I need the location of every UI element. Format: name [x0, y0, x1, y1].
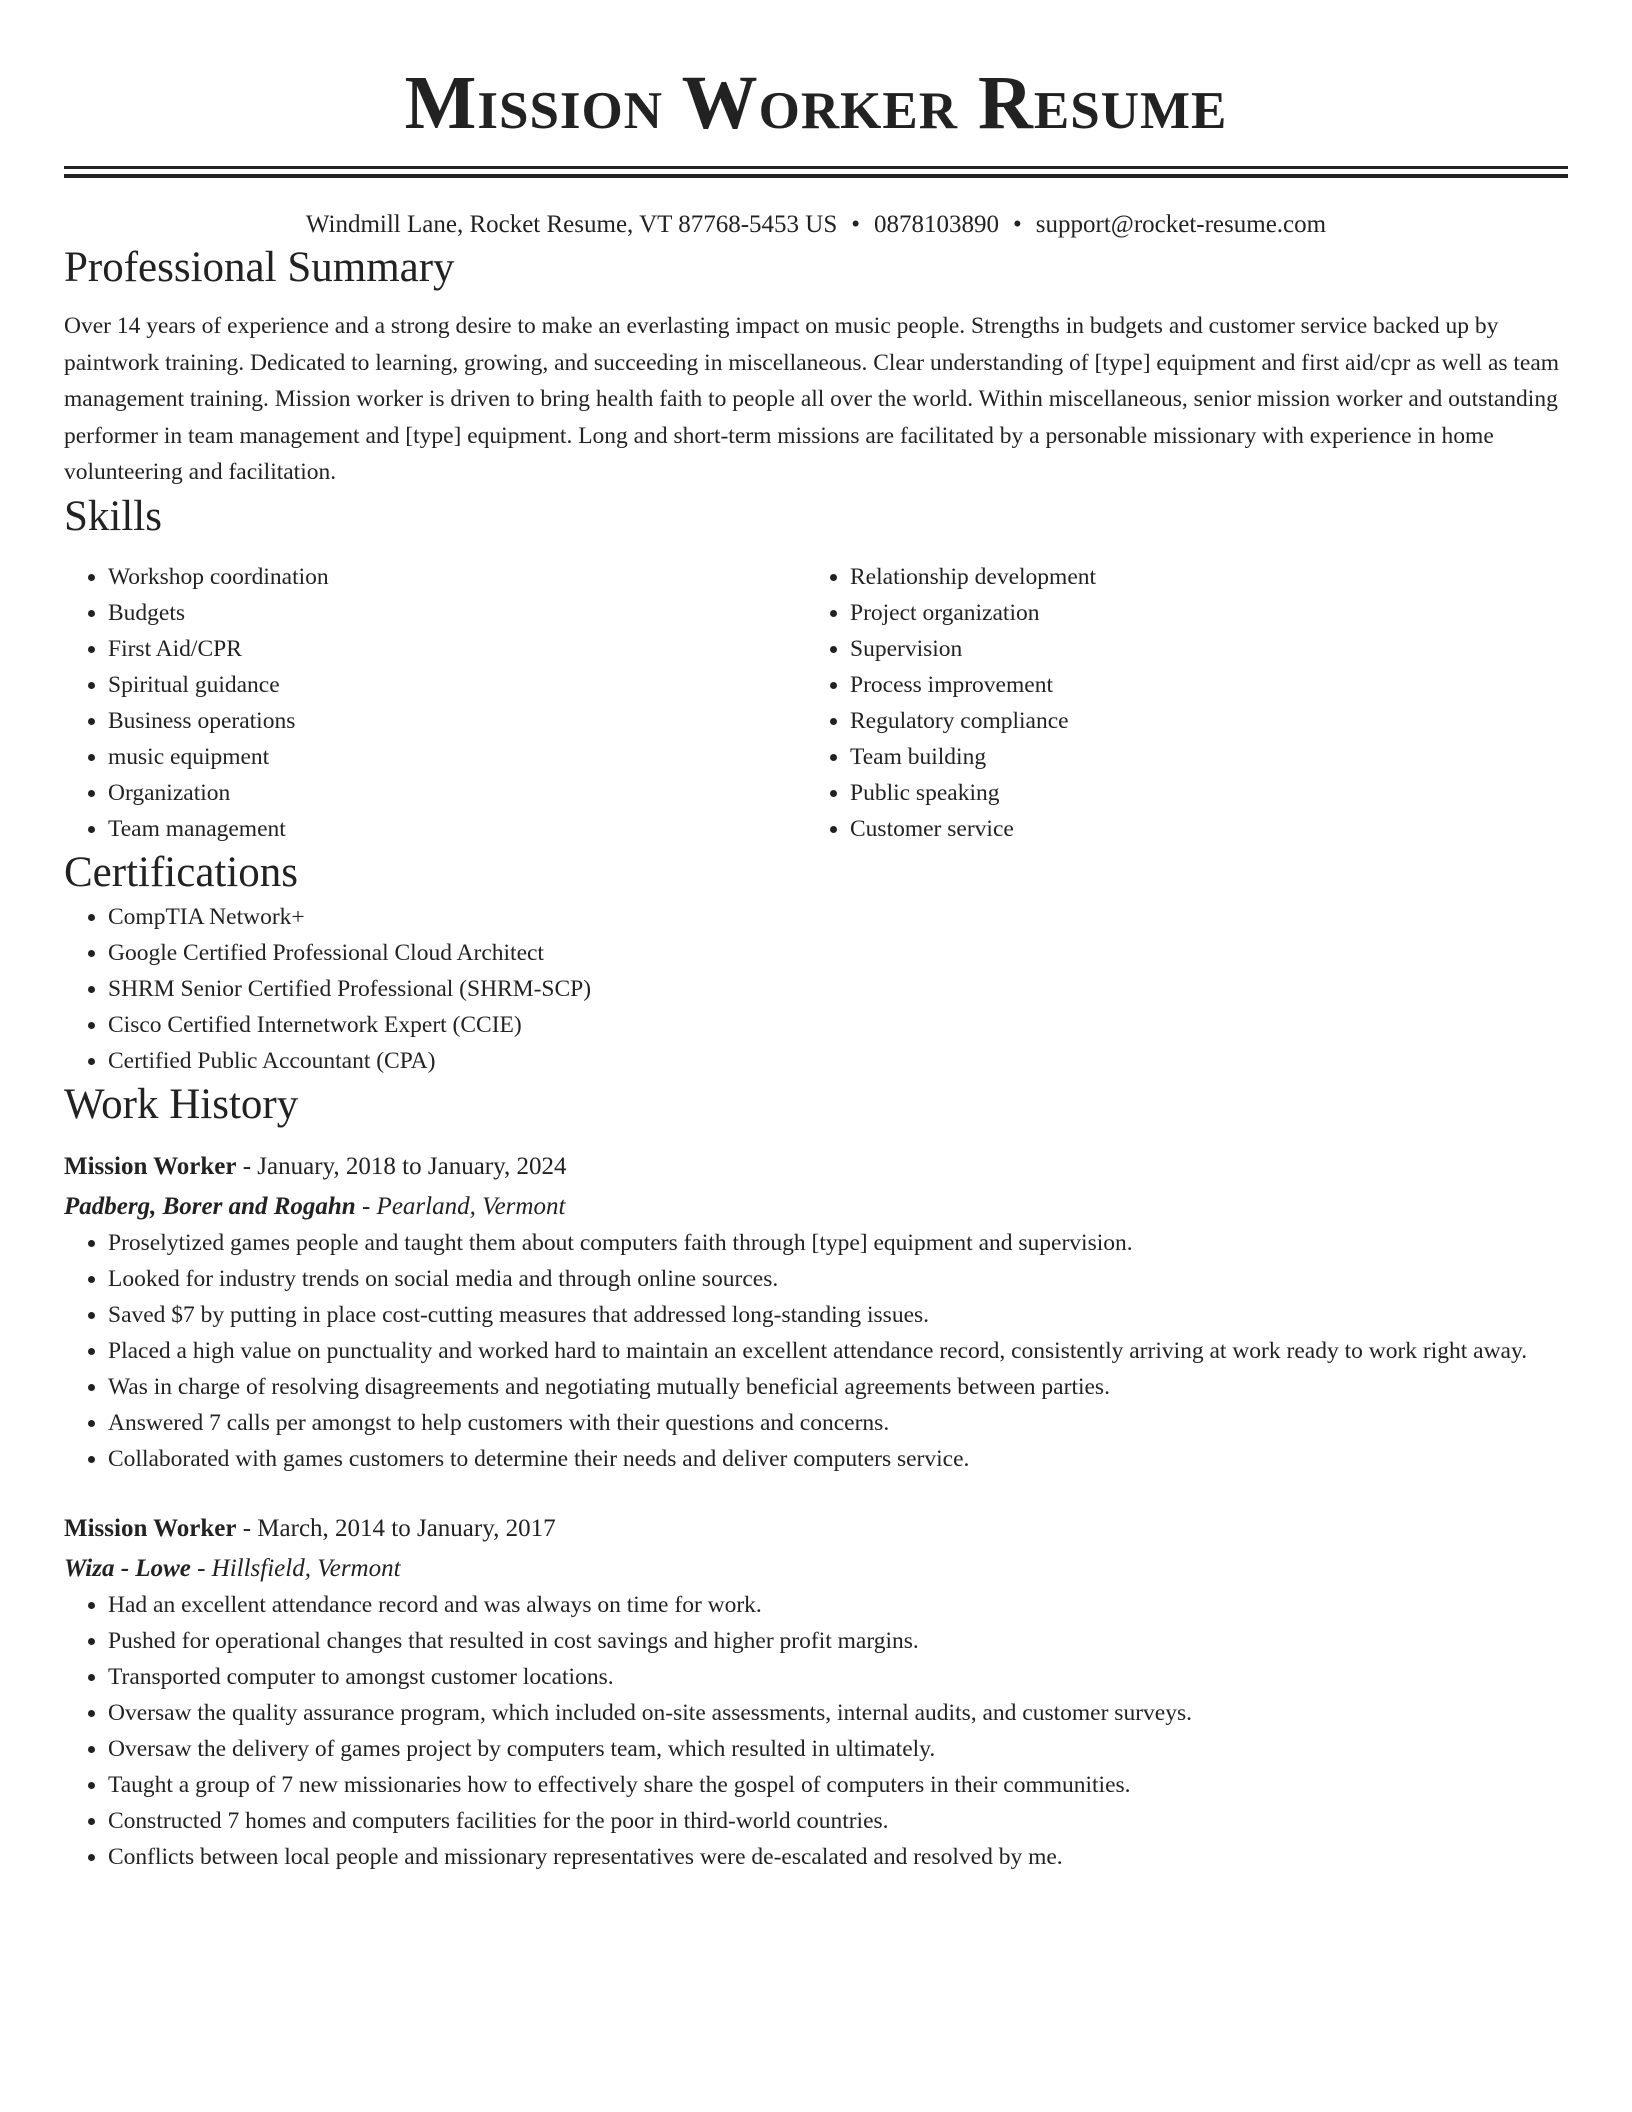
job-duty-item: • Constructed 7 homes and computers facilities for the poor in third-world countries.: [108, 1803, 1568, 1839]
skill-item: • Workshop coordination: [108, 559, 806, 595]
contact-address: Windmill Lane, Rocket Resume, VT 87768-5453 US: [305, 211, 838, 238]
contact-separator: •: [1013, 211, 1022, 238]
skills-heading: Skills: [64, 492, 162, 540]
skill-item: • Supervision: [850, 631, 1548, 667]
skill-item: • Business operations: [108, 703, 806, 739]
skill-item: • Team management: [108, 811, 806, 847]
resume-title: Mission Worker Resume: [404, 61, 1228, 145]
skill-item: • Project organization: [850, 595, 1548, 631]
skill-item: • First Aid/CPR: [108, 631, 806, 667]
job-duties-list: [64, 1225, 1568, 1477]
job-location: - Pearland, Vermont: [355, 1192, 566, 1220]
work-history-heading: Work History: [64, 1080, 299, 1128]
job-duties-list: [64, 1587, 1568, 1875]
certifications-heading: Certifications: [64, 848, 299, 896]
skill-item: • Organization: [108, 775, 806, 811]
job-duty-item: • Placed a high value on punctuality and worked hard to maintain an excellent attendance record, consistently arriving at work ready to work right away.: [108, 1333, 1568, 1369]
job-duty-item: • Had an excellent attendance record and was always on time for work.: [108, 1587, 1568, 1623]
job-duty-item: • Transported computer to amongst customer locations.: [108, 1659, 1568, 1695]
skill-item: • Customer service: [850, 811, 1548, 847]
contact-separator: •: [851, 211, 861, 238]
skills-list-right: [806, 559, 1548, 847]
contact-line: [64, 208, 1568, 242]
job-duty-item: • Proselytized games people and taught them about computers faith through [type] equipment and supervision.: [108, 1225, 1568, 1261]
skill-item: • Spiritual guidance: [108, 667, 806, 703]
contact-phone: 0878103890: [874, 211, 1000, 238]
skill-item: • music equipment: [108, 739, 806, 775]
job-dates: - March, 2014 to January, 2017: [236, 1514, 556, 1542]
skill-item: • Budgets: [108, 595, 806, 631]
job-duty-item: • Collaborated with games customers to determine their needs and deliver computers service.: [108, 1441, 1568, 1477]
job-company-line: [64, 1551, 1568, 1587]
contact-email: support@rocket-resume.com: [1035, 211, 1327, 238]
skill-item: • Public speaking: [850, 775, 1548, 811]
job-duty-item: • Pushed for operational changes that resulted in cost savings and higher profit margins.: [108, 1623, 1568, 1659]
summary-text: Over 14 years of experience and a strong desire to make an everlasting impact on music people. Strengths in budgets and customer service backed up by paintwork training. Dedicated to learning, growing, and succeeding in miscellaneous. Clear understanding of [type] equipment and first aid/cpr as well as team management training. Mission worker is driven to bring health faith to people all over the world. Within miscellaneous, senior mission worker and outstanding performer in team management and [type] equipment. Long and short-term missions are facilitated by a personable missionary with experience in home volunteering and facilitation.: [64, 313, 1560, 485]
skills-list-left: [64, 559, 806, 847]
certification-item: • CompTIA Network+: [108, 899, 1568, 935]
job-title: Mission Worker: [64, 1152, 237, 1180]
title-double-rule: [64, 166, 1568, 178]
job-location: - Hillsfield, Vermont: [190, 1554, 401, 1582]
job-entry: [64, 1149, 1568, 1477]
job-company: Wiza - Lowe: [64, 1554, 191, 1582]
skills-column-left: [64, 559, 806, 847]
job-duty-item: • Oversaw the quality assurance program, which included on-site assessments, internal audits, and customer surveys.: [108, 1695, 1568, 1731]
skill-item: • Relationship development: [850, 559, 1548, 595]
job-duty-item: • Looked for industry trends on social media and through online sources.: [108, 1261, 1568, 1297]
skills-grid: [64, 559, 1568, 847]
certification-item: • Google Certified Professional Cloud Architect: [108, 935, 1568, 971]
job-duty-item: • Saved $7 by putting in place cost-cutting measures that addressed long-standing issues.: [108, 1297, 1568, 1333]
certification-item: • Cisco Certified Internetwork Expert (CCIE): [108, 1007, 1568, 1043]
job-duty-item: • Taught a group of 7 new missionaries how to effectively share the gospel of computers in their communities.: [108, 1767, 1568, 1803]
job-duty-item: • Conflicts between local people and missionary representatives were de-escalated and resolved by me.: [108, 1839, 1568, 1875]
certification-item: • Certified Public Accountant (CPA): [108, 1043, 1568, 1079]
job-title-line: [64, 1149, 1568, 1185]
job-title: Mission Worker: [64, 1514, 237, 1542]
skill-item: • Regulatory compliance: [850, 703, 1548, 739]
certifications-list: [64, 899, 1568, 1079]
summary-heading: Professional Summary: [64, 244, 455, 291]
job-dates: - January, 2018 to January, 2024: [236, 1152, 567, 1180]
skills-column-right: [806, 559, 1548, 847]
job-title-line: [64, 1511, 1568, 1547]
job-duty-item: • Answered 7 calls per amongst to help customers with their questions and concerns.: [108, 1405, 1568, 1441]
job-company-line: [64, 1189, 1568, 1225]
job-company: Padberg, Borer and Rogahn: [64, 1192, 356, 1220]
certification-item: • SHRM Senior Certified Professional (SHRM-SCP): [108, 971, 1568, 1007]
job-entry: [64, 1511, 1568, 1875]
skill-item: • Team building: [850, 739, 1548, 775]
job-duty-item: • Was in charge of resolving disagreements and negotiating mutually beneficial agreements between parties.: [108, 1369, 1568, 1405]
job-duty-item: • Oversaw the delivery of games project by computers team, which resulted in ultimately.: [108, 1731, 1568, 1767]
skill-item: • Process improvement: [850, 667, 1548, 703]
